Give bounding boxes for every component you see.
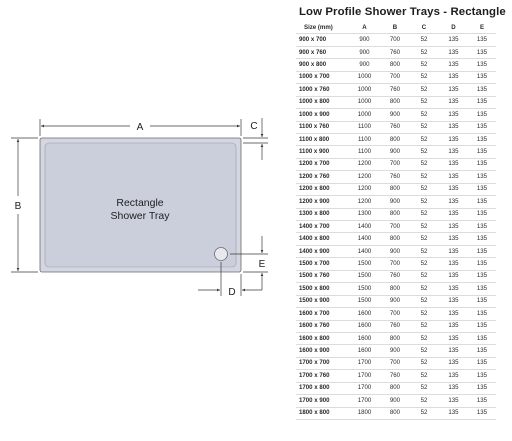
cell-b: 900 bbox=[381, 109, 409, 121]
cell-size: 1500 x 900 bbox=[296, 295, 348, 307]
cell-b: 760 bbox=[381, 320, 409, 332]
cell-c: 52 bbox=[409, 258, 439, 270]
cell-e: 135 bbox=[468, 34, 496, 46]
cell-e: 135 bbox=[468, 71, 496, 83]
cell-e: 135 bbox=[468, 171, 496, 183]
dimension-a-label: A bbox=[136, 122, 144, 133]
cell-c: 52 bbox=[409, 345, 439, 357]
cell-d: 135 bbox=[439, 208, 468, 220]
cell-size: 1500 x 760 bbox=[296, 270, 348, 282]
cell-d: 135 bbox=[439, 133, 468, 145]
cell-e: 135 bbox=[468, 320, 496, 332]
cell-b: 800 bbox=[381, 208, 409, 220]
cell-c: 52 bbox=[409, 171, 439, 183]
cell-e: 135 bbox=[468, 283, 496, 295]
cell-b: 700 bbox=[381, 158, 409, 170]
cell-c: 52 bbox=[409, 71, 439, 83]
cell-d: 135 bbox=[439, 221, 468, 233]
table-row bbox=[296, 283, 496, 295]
table-row bbox=[296, 208, 496, 220]
cell-e: 135 bbox=[468, 109, 496, 121]
cell-a: 1100 bbox=[348, 146, 381, 158]
cell-d: 135 bbox=[439, 71, 468, 83]
cell-b: 800 bbox=[381, 133, 409, 145]
cell-d: 135 bbox=[439, 34, 468, 46]
column-header-c: C bbox=[409, 22, 439, 34]
table-row bbox=[296, 46, 496, 58]
dimension-e-label: E bbox=[258, 259, 266, 270]
table-row bbox=[296, 183, 496, 195]
cell-c: 52 bbox=[409, 357, 439, 369]
cell-d: 135 bbox=[439, 233, 468, 245]
cell-b: 800 bbox=[381, 96, 409, 108]
column-header-size: Size (mm) bbox=[296, 22, 348, 34]
cell-d: 135 bbox=[439, 295, 468, 307]
table-row bbox=[296, 171, 496, 183]
cell-a: 1600 bbox=[348, 332, 381, 344]
cell-d: 135 bbox=[439, 320, 468, 332]
table-row bbox=[296, 96, 496, 108]
cell-c: 52 bbox=[409, 407, 439, 419]
cell-c: 52 bbox=[409, 308, 439, 320]
waste-outlet-icon bbox=[215, 248, 228, 261]
cell-d: 135 bbox=[439, 59, 468, 71]
cell-size: 1600 x 800 bbox=[296, 332, 348, 344]
cell-a: 1500 bbox=[348, 295, 381, 307]
cell-a: 1000 bbox=[348, 109, 381, 121]
cell-size: 900 x 800 bbox=[296, 59, 348, 71]
cell-b: 760 bbox=[381, 46, 409, 58]
cell-b: 700 bbox=[381, 34, 409, 46]
table-row bbox=[296, 308, 496, 320]
cell-d: 135 bbox=[439, 395, 468, 407]
cell-b: 800 bbox=[381, 59, 409, 71]
dimension-b-label: B bbox=[14, 201, 22, 212]
cell-d: 135 bbox=[439, 171, 468, 183]
cell-a: 1600 bbox=[348, 345, 381, 357]
cell-b: 700 bbox=[381, 308, 409, 320]
cell-c: 52 bbox=[409, 158, 439, 170]
cell-c: 52 bbox=[409, 395, 439, 407]
cell-b: 900 bbox=[381, 395, 409, 407]
cell-b: 900 bbox=[381, 196, 409, 208]
cell-e: 135 bbox=[468, 407, 496, 419]
cell-b: 760 bbox=[381, 84, 409, 96]
table-row bbox=[296, 233, 496, 245]
table-row bbox=[296, 332, 496, 344]
cell-a: 1700 bbox=[348, 357, 381, 369]
cell-b: 700 bbox=[381, 258, 409, 270]
cell-e: 135 bbox=[468, 158, 496, 170]
cell-size: 1700 x 760 bbox=[296, 370, 348, 382]
table-row bbox=[296, 133, 496, 145]
cell-b: 800 bbox=[381, 183, 409, 195]
cell-b: 800 bbox=[381, 407, 409, 419]
cell-e: 135 bbox=[468, 382, 496, 394]
cell-a: 900 bbox=[348, 34, 381, 46]
cell-size: 1700 x 700 bbox=[296, 357, 348, 369]
cell-b: 760 bbox=[381, 171, 409, 183]
cell-size: 1400 x 800 bbox=[296, 233, 348, 245]
table-row bbox=[296, 245, 496, 257]
table-row bbox=[296, 121, 496, 133]
column-header-d: D bbox=[439, 22, 468, 34]
cell-d: 135 bbox=[439, 357, 468, 369]
cell-e: 135 bbox=[468, 345, 496, 357]
cell-d: 135 bbox=[439, 158, 468, 170]
cell-d: 135 bbox=[439, 96, 468, 108]
cell-b: 900 bbox=[381, 295, 409, 307]
cell-c: 52 bbox=[409, 121, 439, 133]
cell-size: 1200 x 800 bbox=[296, 183, 348, 195]
cell-size: 1000 x 800 bbox=[296, 96, 348, 108]
cell-e: 135 bbox=[468, 208, 496, 220]
cell-size: 1600 x 900 bbox=[296, 345, 348, 357]
cell-a: 1500 bbox=[348, 270, 381, 282]
cell-e: 135 bbox=[468, 395, 496, 407]
table-title: Low Profile Shower Trays - Rectangle bbox=[299, 6, 506, 18]
cell-size: 1100 x 800 bbox=[296, 133, 348, 145]
cell-a: 1700 bbox=[348, 395, 381, 407]
table-row bbox=[296, 146, 496, 158]
cell-d: 135 bbox=[439, 84, 468, 96]
table-row bbox=[296, 395, 496, 407]
cell-c: 52 bbox=[409, 221, 439, 233]
table-row bbox=[296, 345, 496, 357]
column-header-a: A bbox=[348, 22, 381, 34]
cell-d: 135 bbox=[439, 46, 468, 58]
cell-a: 1000 bbox=[348, 84, 381, 96]
table-row bbox=[296, 59, 496, 71]
cell-b: 760 bbox=[381, 370, 409, 382]
cell-a: 1000 bbox=[348, 96, 381, 108]
cell-a: 1400 bbox=[348, 221, 381, 233]
cell-d: 135 bbox=[439, 196, 468, 208]
cell-size: 1500 x 700 bbox=[296, 258, 348, 270]
cell-b: 800 bbox=[381, 233, 409, 245]
table-row bbox=[296, 71, 496, 83]
cell-c: 52 bbox=[409, 320, 439, 332]
cell-c: 52 bbox=[409, 332, 439, 344]
cell-a: 1200 bbox=[348, 183, 381, 195]
cell-d: 135 bbox=[439, 146, 468, 158]
cell-a: 1500 bbox=[348, 283, 381, 295]
cell-a: 1400 bbox=[348, 245, 381, 257]
cell-a: 1100 bbox=[348, 121, 381, 133]
cell-d: 135 bbox=[439, 183, 468, 195]
spec-table bbox=[296, 22, 496, 420]
table-header-row bbox=[296, 22, 496, 34]
cell-e: 135 bbox=[468, 308, 496, 320]
cell-e: 135 bbox=[468, 183, 496, 195]
cell-d: 135 bbox=[439, 370, 468, 382]
cell-b: 700 bbox=[381, 357, 409, 369]
cell-size: 1600 x 700 bbox=[296, 308, 348, 320]
cell-b: 900 bbox=[381, 345, 409, 357]
cell-a: 1200 bbox=[348, 171, 381, 183]
cell-c: 52 bbox=[409, 96, 439, 108]
cell-d: 135 bbox=[439, 258, 468, 270]
cell-e: 135 bbox=[468, 258, 496, 270]
cell-b: 760 bbox=[381, 270, 409, 282]
cell-c: 52 bbox=[409, 34, 439, 46]
cell-size: 1000 x 760 bbox=[296, 84, 348, 96]
cell-e: 135 bbox=[468, 96, 496, 108]
cell-c: 52 bbox=[409, 295, 439, 307]
cell-a: 900 bbox=[348, 46, 381, 58]
cell-e: 135 bbox=[468, 332, 496, 344]
cell-e: 135 bbox=[468, 121, 496, 133]
cell-a: 1200 bbox=[348, 196, 381, 208]
cell-e: 135 bbox=[468, 59, 496, 71]
cell-size: 1000 x 700 bbox=[296, 71, 348, 83]
cell-d: 135 bbox=[439, 121, 468, 133]
cell-size: 1100 x 760 bbox=[296, 121, 348, 133]
cell-e: 135 bbox=[468, 295, 496, 307]
cell-e: 135 bbox=[468, 221, 496, 233]
table-row bbox=[296, 258, 496, 270]
cell-a: 1800 bbox=[348, 407, 381, 419]
cell-size: 1800 x 800 bbox=[296, 407, 348, 419]
table-row bbox=[296, 221, 496, 233]
cell-a: 1600 bbox=[348, 308, 381, 320]
cell-a: 1400 bbox=[348, 233, 381, 245]
cell-e: 135 bbox=[468, 146, 496, 158]
table-row bbox=[296, 295, 496, 307]
cell-size: 1400 x 900 bbox=[296, 245, 348, 257]
cell-e: 135 bbox=[468, 133, 496, 145]
tray-label-line2: Shower Tray bbox=[110, 210, 170, 222]
cell-a: 1000 bbox=[348, 71, 381, 83]
cell-size: 900 x 760 bbox=[296, 46, 348, 58]
cell-c: 52 bbox=[409, 146, 439, 158]
table-row bbox=[296, 84, 496, 96]
cell-d: 135 bbox=[439, 270, 468, 282]
table-row bbox=[296, 357, 496, 369]
cell-c: 52 bbox=[409, 109, 439, 121]
cell-e: 135 bbox=[468, 245, 496, 257]
cell-size: 1700 x 900 bbox=[296, 395, 348, 407]
cell-d: 135 bbox=[439, 382, 468, 394]
column-header-b: B bbox=[381, 22, 409, 34]
cell-size: 1200 x 760 bbox=[296, 171, 348, 183]
cell-c: 52 bbox=[409, 133, 439, 145]
table-row bbox=[296, 407, 496, 419]
cell-b: 700 bbox=[381, 71, 409, 83]
cell-c: 52 bbox=[409, 283, 439, 295]
cell-d: 135 bbox=[439, 109, 468, 121]
spec-panel bbox=[296, 6, 510, 420]
cell-c: 52 bbox=[409, 370, 439, 382]
cell-size: 1700 x 800 bbox=[296, 382, 348, 394]
cell-b: 900 bbox=[381, 245, 409, 257]
cell-d: 135 bbox=[439, 345, 468, 357]
cell-a: 1100 bbox=[348, 133, 381, 145]
table-row bbox=[296, 370, 496, 382]
cell-size: 900 x 700 bbox=[296, 34, 348, 46]
cell-a: 1500 bbox=[348, 258, 381, 270]
cell-d: 135 bbox=[439, 332, 468, 344]
cell-e: 135 bbox=[468, 46, 496, 58]
cell-b: 800 bbox=[381, 283, 409, 295]
cell-size: 1400 x 700 bbox=[296, 221, 348, 233]
cell-b: 800 bbox=[381, 332, 409, 344]
dimension-d-label: D bbox=[228, 287, 236, 298]
cell-a: 1600 bbox=[348, 320, 381, 332]
table-body bbox=[296, 34, 496, 420]
cell-c: 52 bbox=[409, 59, 439, 71]
cell-b: 900 bbox=[381, 146, 409, 158]
cell-b: 700 bbox=[381, 221, 409, 233]
cell-size: 1200 x 900 bbox=[296, 196, 348, 208]
tray-label-line1: Rectangle bbox=[116, 197, 164, 209]
cell-e: 135 bbox=[468, 233, 496, 245]
cell-a: 1700 bbox=[348, 382, 381, 394]
cell-a: 1300 bbox=[348, 208, 381, 220]
cell-size: 1500 x 800 bbox=[296, 283, 348, 295]
table-row bbox=[296, 158, 496, 170]
cell-a: 900 bbox=[348, 59, 381, 71]
cell-size: 1600 x 760 bbox=[296, 320, 348, 332]
cell-d: 135 bbox=[439, 245, 468, 257]
cell-e: 135 bbox=[468, 370, 496, 382]
cell-c: 52 bbox=[409, 84, 439, 96]
table-row bbox=[296, 382, 496, 394]
table-row bbox=[296, 270, 496, 282]
cell-c: 52 bbox=[409, 270, 439, 282]
column-header-e: E bbox=[468, 22, 496, 34]
cell-c: 52 bbox=[409, 183, 439, 195]
cell-size: 1300 x 800 bbox=[296, 208, 348, 220]
cell-d: 135 bbox=[439, 283, 468, 295]
cell-c: 52 bbox=[409, 245, 439, 257]
cell-e: 135 bbox=[468, 84, 496, 96]
cell-c: 52 bbox=[409, 46, 439, 58]
cell-d: 135 bbox=[439, 407, 468, 419]
cell-c: 52 bbox=[409, 382, 439, 394]
table-row bbox=[296, 109, 496, 121]
cell-c: 52 bbox=[409, 196, 439, 208]
cell-size: 1000 x 900 bbox=[296, 109, 348, 121]
cell-a: 1700 bbox=[348, 370, 381, 382]
cell-d: 135 bbox=[439, 308, 468, 320]
cell-b: 760 bbox=[381, 121, 409, 133]
cell-c: 52 bbox=[409, 233, 439, 245]
cell-e: 135 bbox=[468, 196, 496, 208]
table-row bbox=[296, 34, 496, 46]
cell-size: 1100 x 900 bbox=[296, 146, 348, 158]
table-row bbox=[296, 196, 496, 208]
cell-size: 1200 x 700 bbox=[296, 158, 348, 170]
table-row bbox=[296, 320, 496, 332]
cell-e: 135 bbox=[468, 270, 496, 282]
cell-a: 1200 bbox=[348, 158, 381, 170]
cell-c: 52 bbox=[409, 208, 439, 220]
dimension-c-label: C bbox=[250, 121, 258, 132]
cell-b: 800 bbox=[381, 382, 409, 394]
cell-e: 135 bbox=[468, 357, 496, 369]
